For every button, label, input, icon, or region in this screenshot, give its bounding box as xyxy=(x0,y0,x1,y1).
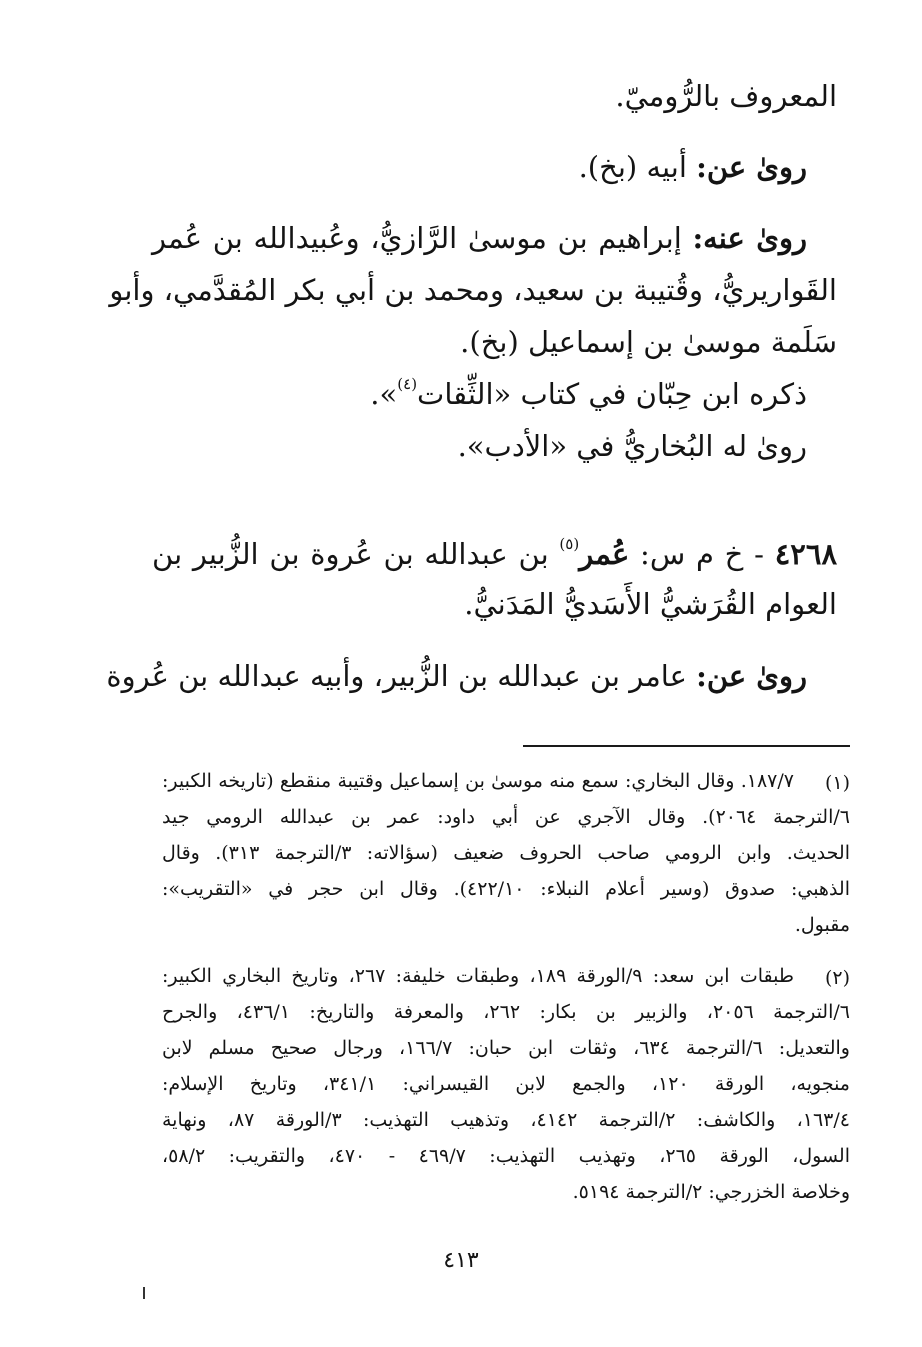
footnote-ref-4: (٤) xyxy=(397,375,418,394)
page-number: ٤١٣ xyxy=(443,1248,479,1273)
footnote-2-line: السول، الورقة ٢٦٥، وتهذيب التهذيب: ٤٦٩/٧ - ٤٧٠، والتقريب: ٥٨/٢، xyxy=(162,1145,850,1167)
footnote-1-line: الحديث. وابن الرومي صاحب الحروف ضعيف (سؤالاته: ٣/الترجمة ٣١٣). وقال xyxy=(162,842,850,864)
new-narrated-from-label: روىٰ عن: xyxy=(696,659,807,693)
footnote-marker-1: (١) xyxy=(824,772,850,794)
narrated-by-label: روىٰ عنه: xyxy=(692,221,807,255)
entry-lineage: بن عبدالله بن عُروة بن الزُّبير بن xyxy=(152,537,549,571)
previous-entry-narrated-by-line-2: القَواريريُّ، وقُتيبة بن سعيد، ومحمد بن أبي بكر المُقدَّمي، وأبو xyxy=(109,273,837,307)
footnote-2-line: وخلاصة الخزرجي: ٢/الترجمة ٥١٩٤. xyxy=(572,1181,850,1203)
narrated-from-text: أبيه (بخ). xyxy=(578,150,687,184)
previous-entry-ibn-hibban xyxy=(370,375,807,411)
footnote-1-line: مقبول. xyxy=(794,914,850,936)
entry-symbols: - خ م س: xyxy=(640,537,764,571)
footnote-1-line: ١٨٧/٧. وقال البخاري: سمع منه موسىٰ بن إسماعيل وقتيبة منقطع (تاريخه الكبير: xyxy=(162,770,794,792)
footnote-marker-2: (٢) xyxy=(824,967,850,989)
new-narrated-from-text: عامر بن عبدالله بن الزُّبير، وأبيه عبدالله بن عُروة xyxy=(106,659,687,693)
previous-entry-narrated-by-line-3: سَلَمة موسىٰ بن إسماعيل (بخ). xyxy=(460,325,837,359)
narrated-by-text-1: إبراهيم بن موسىٰ الرَّازيُّ، وعُبيدالله بن عُمر xyxy=(152,221,682,255)
footnote-2-line: ١٦٣/٤، والكاشف: ٢/الترجمة ٤١٤٢، وتذهيب التهذيب: ٣/الورقة ٨٧، ونهاية xyxy=(162,1109,850,1131)
footnote-1-line: الذهبي: صدوق (وسير أعلام النبلاء: ٤٢٢/١٠). وقال ابن حجر في «التقريب»: xyxy=(162,878,850,900)
ibn-hibban-text: ذكره ابن حِبّان في كتاب «الثِّقات xyxy=(417,377,807,411)
footnote-ref-5: (٥) xyxy=(559,535,580,554)
footnote-2-line: منجويه، الورقة ١٢٠، والجمع لابن القيسراني: ٣٤١/١، وتاريخ الإسلام: xyxy=(162,1073,850,1095)
entry-number: ٤٢٦٨ xyxy=(774,537,838,571)
new-entry-heading-line-1 xyxy=(152,535,838,571)
previous-entry-narrated-from xyxy=(578,150,807,184)
new-entry-heading-line-2: العوام القُرَشيُّ الأَسَديُّ المَدَنيُّ. xyxy=(464,587,837,621)
footnote-separator xyxy=(523,745,850,747)
footnote-2-line: طبقات ابن سعد: ٩/الورقة ١٨٩، وطبقات خليفة: ٢٦٧، وتاريخ البخاري الكبير: xyxy=(162,965,794,987)
narrated-from-label: روىٰ عن: xyxy=(696,150,807,184)
previous-entry-narrated-by-line-1 xyxy=(152,221,837,255)
footnote-2-line: والتعديل: ٦/الترجمة ٦٣٤، وثقات ابن حبان: ١٦٦/٧، ورجال صحيح مسلم لابن xyxy=(162,1037,850,1059)
scan-mark xyxy=(143,1287,145,1299)
footnote-2-line: ٦/الترجمة ٢٠٥٦، والزبير بن بكار: ٢٦٢، والمعرفة والتاريخ: ٤٣٦/١، والجرح xyxy=(162,1001,850,1023)
previous-entry-nisba: المعروف بالرُّوميّ. xyxy=(615,79,837,113)
entry-name: عُمر xyxy=(579,537,630,571)
footnote-1-line: ٦/الترجمة ٢٠٦٤). وقال الآجري عن أبي داود: عمر بن عبدالله الرومي جيد xyxy=(162,806,850,828)
previous-entry-bukhari: روىٰ له البُخاريُّ في «الأدب». xyxy=(457,429,807,463)
new-entry-narrated-from xyxy=(106,659,837,693)
ibn-hibban-end: ». xyxy=(370,377,398,411)
